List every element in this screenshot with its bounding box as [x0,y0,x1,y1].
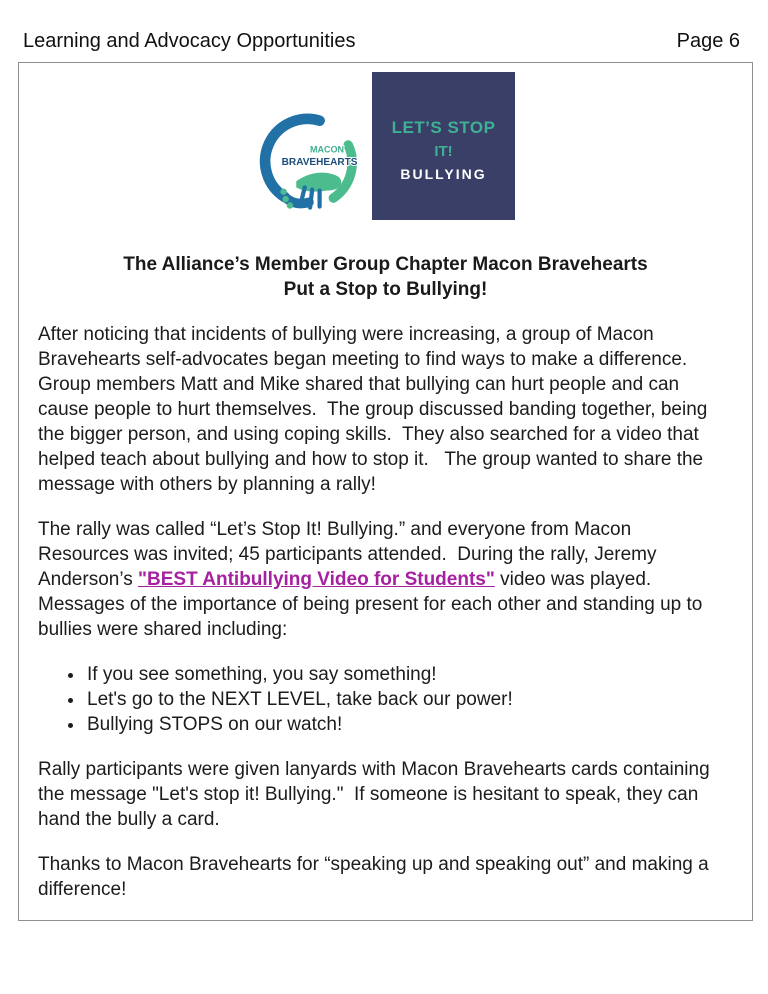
paragraph-2 [38,517,724,642]
article-title-line1: The Alliance’s Member Group Chapter Macon Bravehearts [123,254,648,275]
banner-line-it: IT! [434,143,453,160]
paragraph-2-before-link: The rally was called “Let’s Stop It! Bullying.” and everyone from Macon Resources was invited; 45 participants attended. During the rally, Jeremy Anderson’s [38,519,661,590]
paragraph-1: After noticing that incidents of bullying were increasing, a group of Macon Bravehearts self-advocates began meeting to find ways to make a difference. Group members Matt and Mike shared that bullying can hurt people and can cause people to hurt themselves. The group discussed banding together, being the bigger person, and using coping skills. They also searched for a video that helped teach about bullying and how to stop it. The group wanted to share the message with others by planning a rally! [38,324,713,495]
article-title [19,252,752,302]
paragraph-4: Thanks to Macon Bravehearts for “speaking up and speaking out” and making a difference! [38,854,714,900]
list-item: • If you see something, you say something! [85,662,752,687]
paragraph-3: Rally participants were given lanyards with Macon Bravehearts cards containing the message "Let's stop it! Bullying." If someone is hesitant to speak, they can hand the bully a card. [38,759,715,830]
banner-line-lets-stop: LET’S STOP [391,118,496,137]
page-number: Page 6 [676,30,740,52]
header-title: Learning and Advocacy Opportunities [23,30,356,52]
banner-line-bullying: BULLYING [400,166,487,182]
logo-text-bravehearts: BRAVEHEARTS [281,157,358,169]
lets-stop-it-bullying-banner [372,72,515,220]
page-header [23,30,740,53]
logo-text-macon: MACON [310,144,345,155]
paragraph-2-after-link: video was played. Messages of the importance of being present for each other and standing up to bullies were shared including: [38,569,708,640]
list-item: • Let's go to the NEXT LEVEL, take back our power! [85,687,752,712]
logo-row [19,72,752,220]
macon-bravehearts-logo [256,106,362,218]
article-title-line2: Put a Stop to Bullying! [283,279,488,300]
antibullying-video-link[interactable]: "BEST Antibullying Video for Students" [138,569,495,590]
rally-message-list [19,662,752,737]
list-item: • Bullying STOPS on our watch! [85,712,752,737]
clasped-hands-circle-icon [256,106,362,218]
article-box [18,62,753,921]
